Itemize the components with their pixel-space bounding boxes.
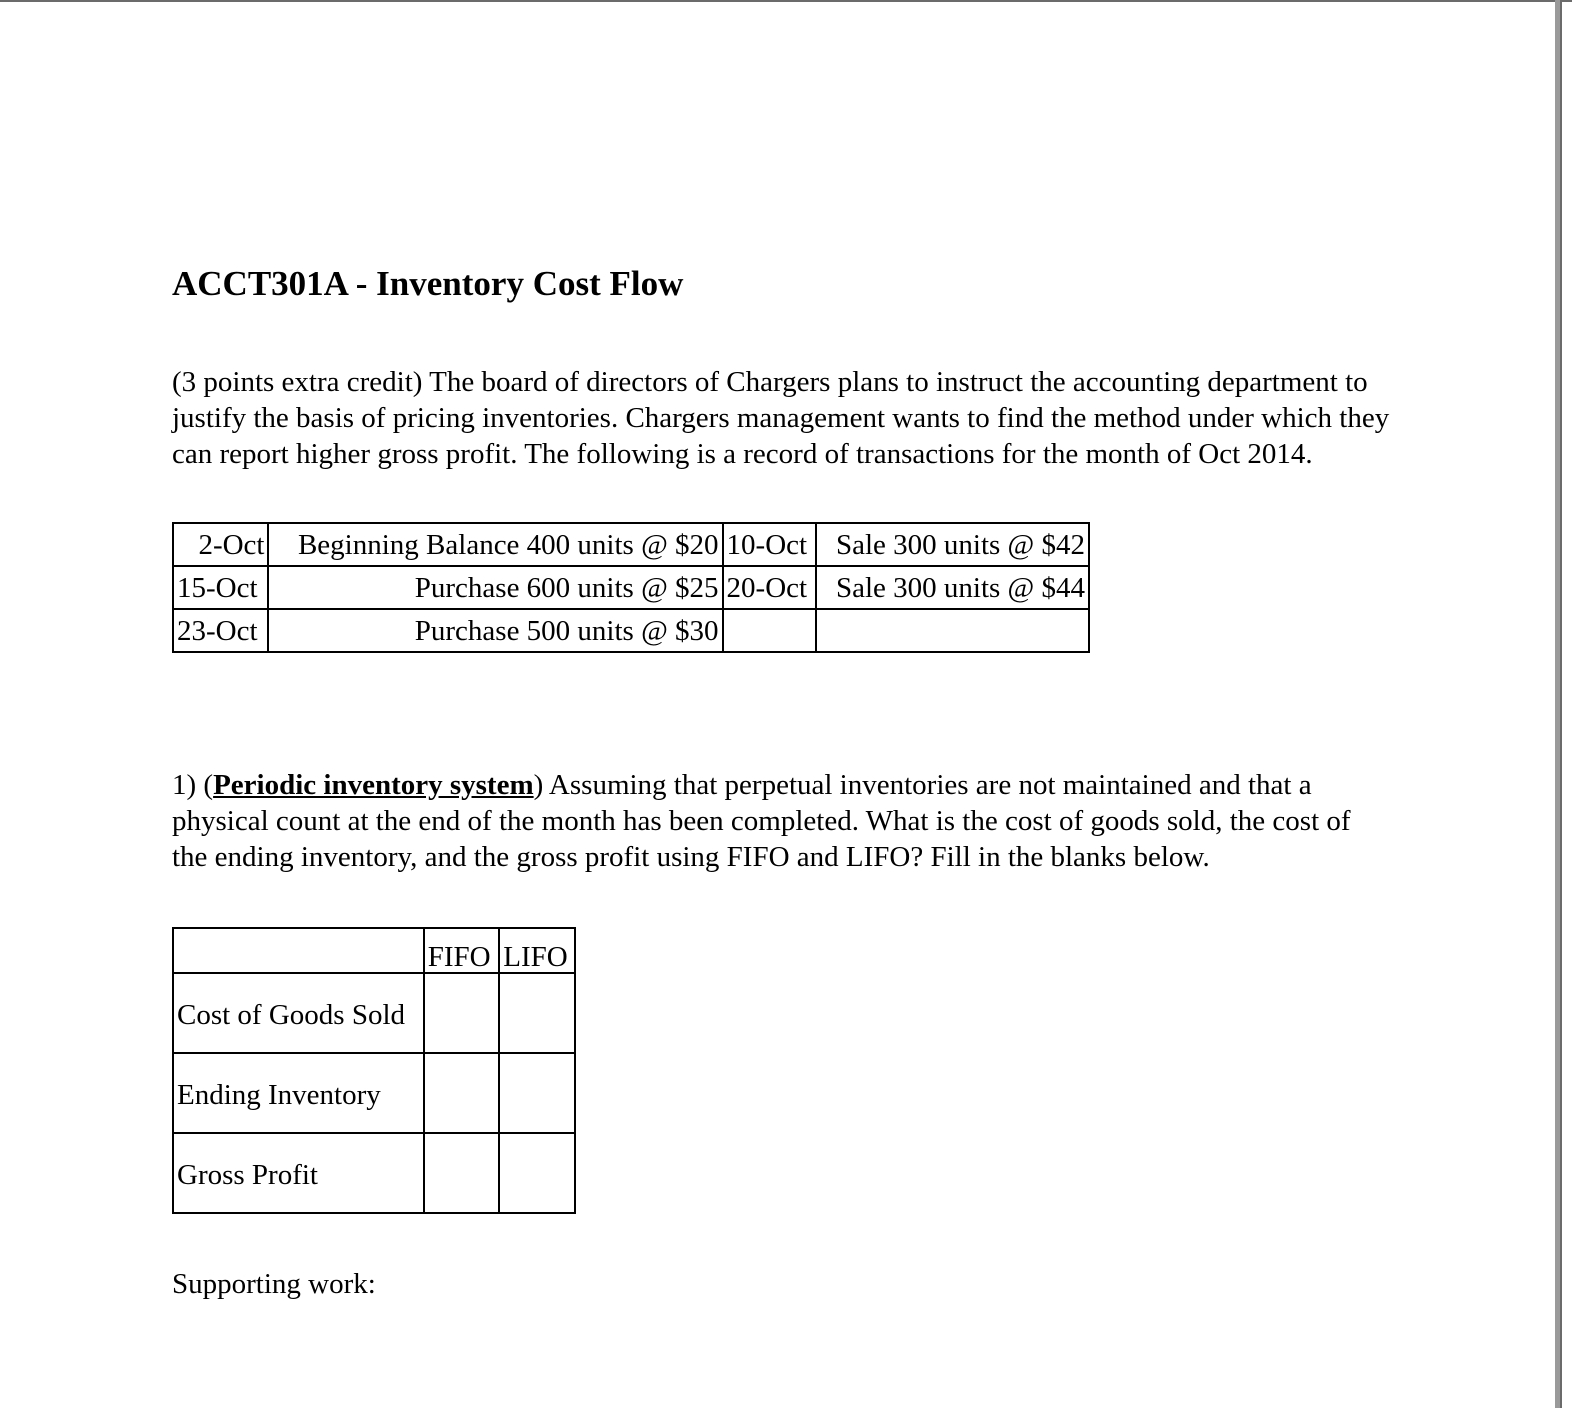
answer-row-label: Ending Inventory	[173, 1053, 424, 1133]
transaction-row	[173, 523, 1089, 566]
supporting-work-label: Supporting work:	[172, 1268, 376, 1300]
question-line-1	[172, 767, 1351, 803]
question-1	[172, 767, 1351, 875]
answer-header-lifo: LIFO	[499, 928, 575, 973]
intro-paragraph	[172, 364, 1389, 472]
answer-row	[173, 973, 575, 1053]
answer-cell-fifo[interactable]	[424, 1053, 500, 1133]
answer-table	[172, 927, 576, 1214]
transaction-description: Beginning Balance 400 units @ $20	[268, 523, 722, 566]
intro-line-2: justify the basis of pricing inventories. Chargers management wants to find the method under which they	[172, 402, 1390, 434]
transaction-date: 20-Oct	[723, 566, 817, 609]
page-title: ACCT301A - Inventory Cost Flow	[172, 264, 684, 303]
answer-row-label: Gross Profit	[173, 1133, 424, 1213]
transaction-date: 23-Oct	[173, 609, 268, 652]
transaction-date: 2-Oct	[173, 523, 268, 566]
transaction-description: Purchase 500 units @ $30	[268, 609, 722, 652]
transaction-description: Sale 300 units @ $44	[816, 566, 1089, 609]
top-border	[0, 0, 1572, 2]
right-border-edge	[1560, 0, 1562, 1408]
transaction-row	[173, 609, 1089, 652]
answer-row-label: Cost of Goods Sold	[173, 973, 424, 1053]
question-emphasis: Periodic inventory system	[213, 769, 534, 801]
intro-line-1: (3 points extra credit) The board of directors of Chargers plans to instruct the accounting department to	[172, 366, 1368, 398]
question-line-3: the ending inventory, and the gross profit using FIFO and LIFO? Fill in the blanks below.	[172, 841, 1210, 873]
transaction-date	[723, 609, 817, 652]
answer-row	[173, 1053, 575, 1133]
answer-header-row	[173, 928, 575, 973]
intro-line-3: can report higher gross profit. The following is a record of transactions for the month of Oct 2014.	[172, 438, 1313, 470]
answer-cell-fifo[interactable]	[424, 973, 500, 1053]
answer-row	[173, 1133, 575, 1213]
transaction-date: 15-Oct	[173, 566, 268, 609]
answer-cell-lifo[interactable]	[499, 1053, 575, 1133]
question-line-1-rest: ) Assuming that perpetual inventories are not maintained and that a	[533, 769, 1312, 801]
question-number: 1) (	[172, 769, 214, 801]
answer-cell-lifo[interactable]	[499, 1133, 575, 1213]
answer-cell-lifo[interactable]	[499, 973, 575, 1053]
answer-header-fifo: FIFO	[424, 928, 500, 973]
transaction-description: Purchase 600 units @ $25	[268, 566, 722, 609]
question-line-2: physical count at the end of the month has been completed. What is the cost of goods sold, the cost of	[172, 805, 1351, 837]
transaction-description	[816, 609, 1089, 652]
transaction-row	[173, 566, 1089, 609]
transaction-description: Sale 300 units @ $42	[816, 523, 1089, 566]
answer-cell-fifo[interactable]	[424, 1133, 500, 1213]
transaction-date: 10-Oct	[723, 523, 817, 566]
answer-header-blank	[173, 928, 424, 973]
transactions-table	[172, 522, 1090, 653]
